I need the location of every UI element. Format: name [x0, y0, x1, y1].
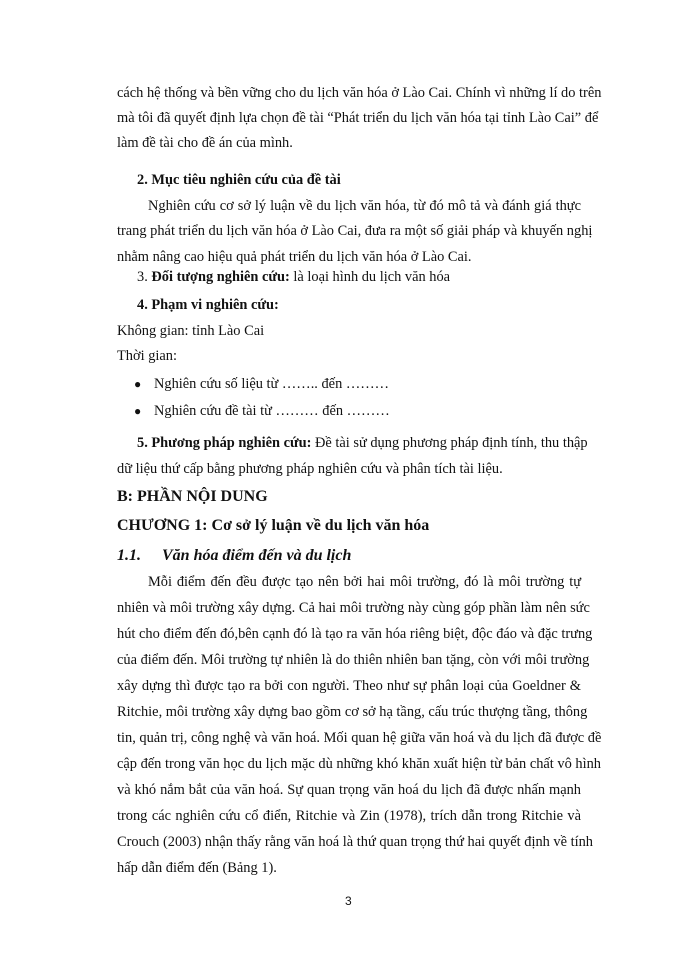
- body-line-8: cập đến trong văn học du lịch mặc dù những khó khăn xuất hiện từ bản chất vô hình: [117, 756, 601, 772]
- section-3-label: Đối tượng nghiên cứu:: [151, 269, 290, 285]
- section-5-line-1: [137, 434, 588, 452]
- section-2-line-2: trang phát triển du lịch văn hóa ở Lào Cai, đưa ra một số giải pháp và khuyến nghị: [117, 223, 593, 239]
- chapter-1-heading: CHƯƠNG 1: Cơ sở lý luận về du lịch văn hóa: [117, 517, 430, 534]
- intro-line-2: mà tôi đã quyết định lựa chọn đề tài “Phát triển du lịch văn hóa tại tỉnh Lào Cai” để: [117, 110, 599, 126]
- body-line-2: nhiên và môi trường xây dựng. Cả hai môi trường này cùng góp phần làm nên sức: [117, 600, 590, 616]
- body-line-11: Crouch (2003) nhận thấy rằng văn hoá là thứ quan trọng thứ hai quyết định về tính: [117, 834, 593, 850]
- bullet-icon: ●: [134, 404, 142, 418]
- intro-line-1: cách hệ thống và bền vững cho du lịch văn hóa ở Lào Cai. Chính vì những lí do trên: [117, 85, 602, 101]
- section-2-line-3: nhằm nâng cao hiệu quả phát triển du lịch văn hóa ở Lào Cai.: [117, 249, 472, 265]
- page-number: 3: [345, 894, 352, 908]
- bullet-item-2: Nghiên cứu đề tài từ ……… đến ………: [154, 403, 390, 419]
- part-b-heading: B: PHẦN NỘI DUNG: [117, 488, 268, 505]
- section-2-heading: 2. Mục tiêu nghiên cứu của đề tài: [137, 172, 341, 188]
- body-line-7: tin, quản trị, công nghệ và văn hoá. Mối quan hệ giữa văn hoá và du lịch đã được đề: [117, 730, 602, 746]
- body-line-5: xây dựng thì được tạo ra bởi con người. Theo như sự phân loại của Goeldner &: [117, 678, 581, 694]
- section-5-line-2: dữ liệu thứ cấp bằng phương pháp nghiên cứu và phân tích tài liệu.: [117, 461, 503, 477]
- section-3-line: [137, 268, 450, 286]
- section-3-number: 3.: [137, 269, 148, 285]
- section-2-line-1: Nghiên cứu cơ sở lý luận về du lịch văn hóa, từ đó mô tả và đánh giá thực: [148, 198, 581, 214]
- section-5-text: Đề tài sử dụng phương pháp định tính, thu thập: [311, 435, 588, 451]
- section-3-text: là loại hình du lịch văn hóa: [289, 269, 451, 285]
- scope-time: Thời gian:: [117, 348, 177, 364]
- body-line-9: và khó nắm bắt của văn hoá. Sự quan trọng văn hoá du lịch đã được nhấn mạnh: [117, 782, 581, 798]
- body-line-12: hấp dẫn điểm đến (Bảng 1).: [117, 860, 277, 876]
- body-line-6: Ritchie, môi trường xây dựng bao gồm cơ sở hạ tầng, cấu trúc thượng tầng, thông: [117, 704, 588, 720]
- section-1-1-title: Văn hóa điểm đến và du lịch: [162, 547, 352, 564]
- body-line-10: trong các nghiên cứu cổ điển, Ritchie và Zin (1978), trích dẫn trong Ritchie và: [117, 808, 581, 824]
- body-line-3: hút cho điểm đến đó,bên cạnh đó là tạo ra văn hóa riêng biệt, độc đáo và đặc trưng: [117, 626, 593, 642]
- section-1-1-number: 1.1.: [117, 547, 141, 564]
- body-line-4: của điểm đến. Môi trường tự nhiên là do thiên nhiên ban tặng, còn với môi trường: [117, 652, 590, 668]
- intro-line-3: làm đề tài cho đề án của mình.: [117, 135, 293, 151]
- scope-space: Không gian: tỉnh Lào Cai: [117, 323, 265, 339]
- section-5-label: 5. Phương pháp nghiên cứu:: [137, 435, 312, 451]
- section-4-heading: 4. Phạm vi nghiên cứu:: [137, 297, 279, 313]
- bullet-item-1: Nghiên cứu số liệu từ …….. đến ………: [154, 376, 390, 392]
- body-line-1: Mỗi điểm đến đều được tạo nên bởi hai môi trường, đó là môi trường tự: [148, 574, 581, 590]
- bullet-icon: ●: [134, 377, 142, 391]
